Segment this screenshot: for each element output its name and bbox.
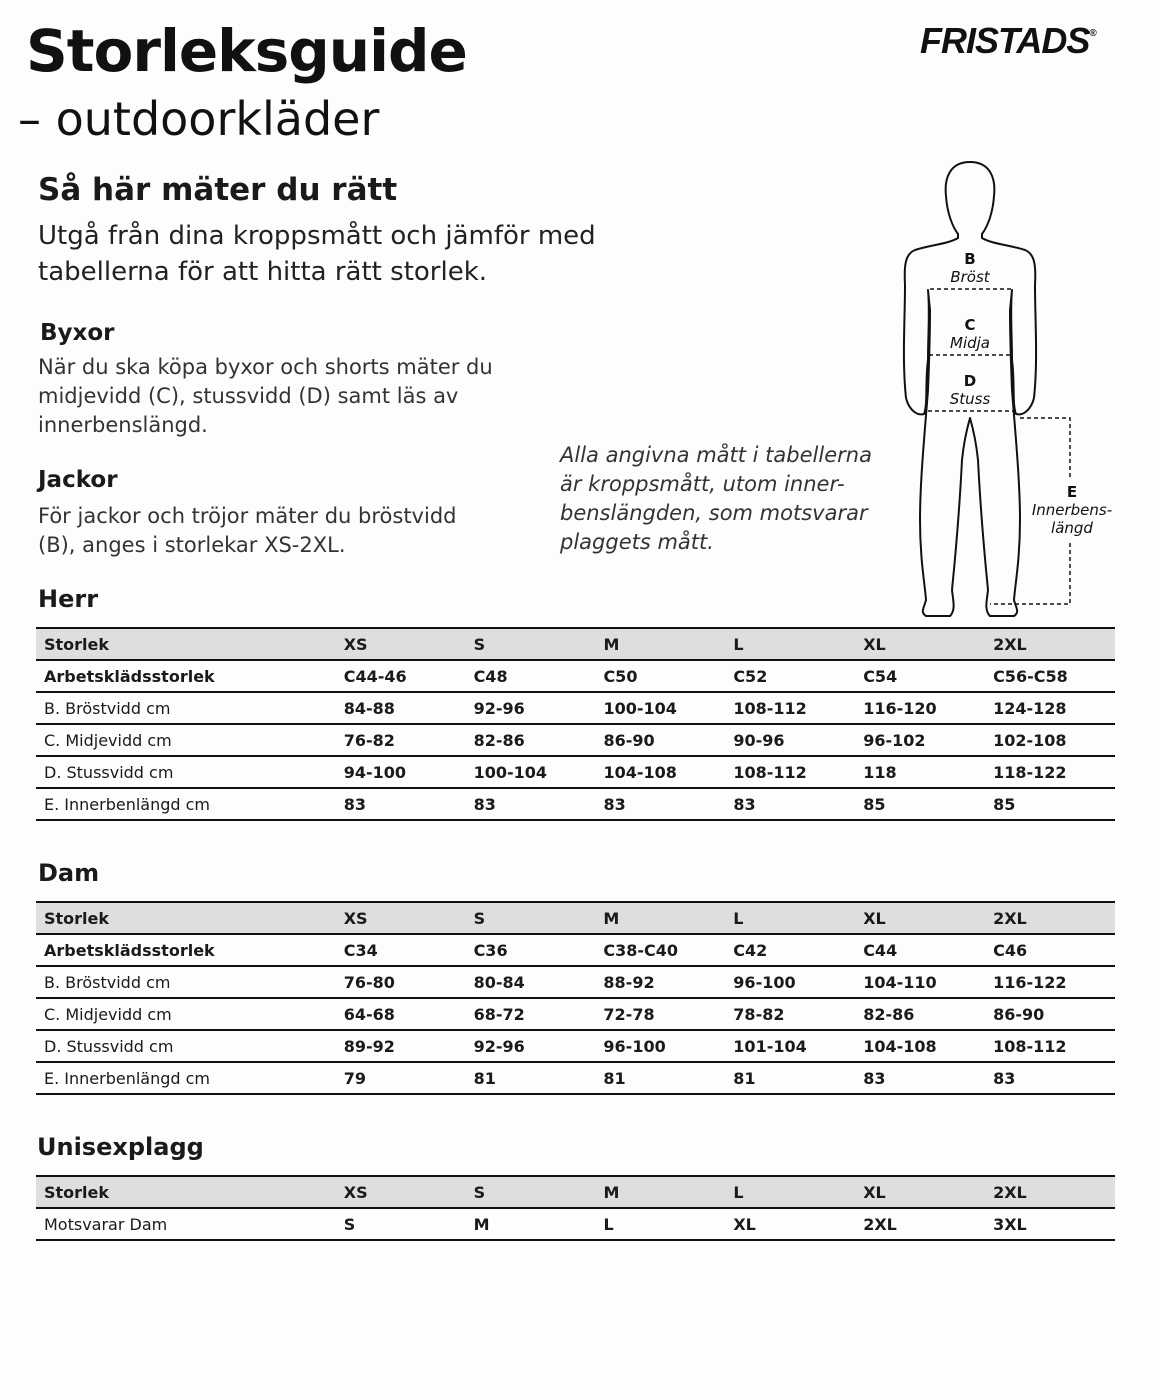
row-label-cell: E. Innerbenlängd cm <box>36 788 336 820</box>
size-value-cell: 86-90 <box>595 724 725 756</box>
size-value-cell: C38-C40 <box>595 934 725 966</box>
size-value-cell: 102-108 <box>985 724 1115 756</box>
body-measurement-figure <box>890 155 1130 630</box>
size-value-cell: C52 <box>725 660 855 692</box>
size-value-cell: S <box>466 902 596 934</box>
herr-table-row <box>36 756 1115 788</box>
label-b-letter: B <box>964 250 976 268</box>
size-value-cell: 101-104 <box>725 1030 855 1062</box>
herr-table-row <box>36 692 1115 724</box>
size-value-cell: C50 <box>595 660 725 692</box>
size-value-cell: 2XL <box>985 628 1115 660</box>
herr-table <box>36 627 1115 821</box>
size-value-cell: S <box>466 1176 596 1208</box>
intro-heading: Så här mäter du rätt <box>38 172 398 208</box>
size-value-cell: 83 <box>595 788 725 820</box>
size-value-cell: C54 <box>855 660 985 692</box>
size-value-cell: 2XL <box>985 1176 1115 1208</box>
size-value-cell: C44 <box>855 934 985 966</box>
size-value-cell: L <box>725 902 855 934</box>
herr-table-row <box>36 788 1115 820</box>
size-value-cell: 92-96 <box>466 1030 596 1062</box>
intro-text: Utgå från dina kroppsmått och jämför med tabellerna för att hitta rätt storlek. <box>38 221 596 287</box>
size-value-cell: C46 <box>985 934 1115 966</box>
size-value-cell: 78-82 <box>725 998 855 1030</box>
size-value-cell: 82-86 <box>855 998 985 1030</box>
size-value-cell: XS <box>336 1176 466 1208</box>
size-value-cell: 83 <box>985 1062 1115 1094</box>
unisex-table-row <box>36 1208 1115 1240</box>
size-value-cell: XS <box>336 902 466 934</box>
label-b-text: Bröst <box>950 268 990 286</box>
size-value-cell: 100-104 <box>466 756 596 788</box>
size-value-cell: M <box>595 902 725 934</box>
size-value-cell: XL <box>855 628 985 660</box>
size-value-cell: XS <box>336 628 466 660</box>
jackor-text: För jackor och tröjor mäter du bröstvidd (B), anges i storlekar XS-2XL. <box>38 504 457 557</box>
size-value-cell: 96-100 <box>725 966 855 998</box>
row-label-cell: B. Bröstvidd cm <box>36 692 336 724</box>
size-value-cell: 90-96 <box>725 724 855 756</box>
row-label-cell: D. Stussvidd cm <box>36 1030 336 1062</box>
size-value-cell: 83 <box>336 788 466 820</box>
size-value-cell: 86-90 <box>985 998 1115 1030</box>
size-value-cell: 116-120 <box>855 692 985 724</box>
label-e-letter: E <box>1066 483 1078 501</box>
size-value-cell: 2XL <box>985 902 1115 934</box>
size-value-cell: 81 <box>595 1062 725 1094</box>
size-value-cell: C44-46 <box>336 660 466 692</box>
size-value-cell: XL <box>855 902 985 934</box>
size-value-cell: 108-112 <box>985 1030 1115 1062</box>
size-value-cell: 94-100 <box>336 756 466 788</box>
size-value-cell: L <box>725 628 855 660</box>
size-value-cell: 100-104 <box>595 692 725 724</box>
brand-logo <box>920 20 1096 62</box>
dam-table-row <box>36 1062 1115 1094</box>
size-value-cell: 3XL <box>985 1208 1115 1240</box>
size-value-cell: C36 <box>466 934 596 966</box>
size-value-cell: 108-112 <box>725 756 855 788</box>
label-c-text: Midja <box>950 334 990 352</box>
size-value-cell: 88-92 <box>595 966 725 998</box>
size-value-cell: 76-82 <box>336 724 466 756</box>
row-label-cell: B. Bröstvidd cm <box>36 966 336 998</box>
row-label-cell: Storlek <box>36 902 336 934</box>
size-value-cell: 79 <box>336 1062 466 1094</box>
size-value-cell: 80-84 <box>466 966 596 998</box>
size-value-cell: 108-112 <box>725 692 855 724</box>
dam-table-row <box>36 1030 1115 1062</box>
herr-heading: Herr <box>38 585 99 613</box>
dam-table-row <box>36 966 1115 998</box>
row-label-cell: C. Midjevidd cm <box>36 724 336 756</box>
size-value-cell: 83 <box>855 1062 985 1094</box>
size-value-cell: 64-68 <box>336 998 466 1030</box>
size-value-cell: 85 <box>855 788 985 820</box>
size-value-cell: 92-96 <box>466 692 596 724</box>
dam-table-row <box>36 902 1115 934</box>
size-value-cell: 81 <box>725 1062 855 1094</box>
byxor-text: När du ska köpa byxor och shorts mäter du midjevidd (C), stussvidd (D) samt läs av innerbenslängd. <box>38 355 493 437</box>
measurement-note: Alla angivna mått i tabellerna är kroppsmått, utom inner-benslängden, som motsvarar plaggets mått. <box>560 443 872 554</box>
page-title: Storleksguide <box>26 17 467 85</box>
size-value-cell: 96-102 <box>855 724 985 756</box>
dam-heading: Dam <box>38 859 100 887</box>
brand-name: FRISTADS <box>920 20 1090 61</box>
size-value-cell: M <box>466 1208 596 1240</box>
size-value-cell: 68-72 <box>466 998 596 1030</box>
unisex-table-row <box>36 1176 1115 1208</box>
size-value-cell: 104-110 <box>855 966 985 998</box>
size-value-cell: 81 <box>466 1062 596 1094</box>
size-value-cell: C56-C58 <box>985 660 1115 692</box>
dam-table-row <box>36 934 1115 966</box>
size-value-cell: C34 <box>336 934 466 966</box>
size-value-cell: XL <box>855 1176 985 1208</box>
size-value-cell: 118 <box>855 756 985 788</box>
label-e-text-2: längd <box>1051 519 1093 537</box>
row-label-cell: D. Stussvidd cm <box>36 756 336 788</box>
page-subtitle: – outdoorkläder <box>18 92 380 146</box>
dam-table <box>36 901 1115 1095</box>
size-value-cell: XL <box>725 1208 855 1240</box>
byxor-heading: Byxor <box>40 320 115 346</box>
size-value-cell: M <box>595 628 725 660</box>
unisex-table <box>36 1175 1115 1241</box>
size-value-cell: 76-80 <box>336 966 466 998</box>
label-d-text: Stuss <box>949 390 991 408</box>
jackor-heading: Jackor <box>38 467 118 493</box>
size-value-cell: M <box>595 1176 725 1208</box>
herr-table-row <box>36 628 1115 660</box>
herr-table-row <box>36 724 1115 756</box>
size-value-cell: 104-108 <box>595 756 725 788</box>
size-value-cell: 72-78 <box>595 998 725 1030</box>
size-value-cell: 89-92 <box>336 1030 466 1062</box>
size-value-cell: 124-128 <box>985 692 1115 724</box>
label-e-text-1: Innerbens- <box>1031 501 1113 519</box>
size-value-cell: 83 <box>466 788 596 820</box>
size-value-cell: 104-108 <box>855 1030 985 1062</box>
herr-table-row <box>36 660 1115 692</box>
size-value-cell: 96-100 <box>595 1030 725 1062</box>
row-label-cell: Arbetsklädsstorlek <box>36 660 336 692</box>
row-label-cell: Arbetsklädsstorlek <box>36 934 336 966</box>
row-label-cell: Storlek <box>36 628 336 660</box>
size-value-cell: 83 <box>725 788 855 820</box>
size-value-cell: C42 <box>725 934 855 966</box>
row-label-cell: Storlek <box>36 1176 336 1208</box>
size-value-cell: 118-122 <box>985 756 1115 788</box>
row-label-cell: C. Midjevidd cm <box>36 998 336 1030</box>
row-label-cell: Motsvarar Dam <box>36 1208 336 1240</box>
unisex-heading: Unisexplagg <box>37 1133 204 1161</box>
size-value-cell: S <box>336 1208 466 1240</box>
size-value-cell: C48 <box>466 660 596 692</box>
size-value-cell: L <box>725 1176 855 1208</box>
size-value-cell: 2XL <box>855 1208 985 1240</box>
row-label-cell: E. Innerbenlängd cm <box>36 1062 336 1094</box>
size-value-cell: L <box>595 1208 725 1240</box>
size-value-cell: 116-122 <box>985 966 1115 998</box>
size-value-cell: S <box>466 628 596 660</box>
size-value-cell: 85 <box>985 788 1115 820</box>
label-d-letter: D <box>963 372 977 390</box>
registered-mark: ® <box>1089 28 1096 39</box>
size-value-cell: 82-86 <box>466 724 596 756</box>
size-value-cell: 84-88 <box>336 692 466 724</box>
dam-table-row <box>36 998 1115 1030</box>
label-c-letter: C <box>964 316 976 334</box>
